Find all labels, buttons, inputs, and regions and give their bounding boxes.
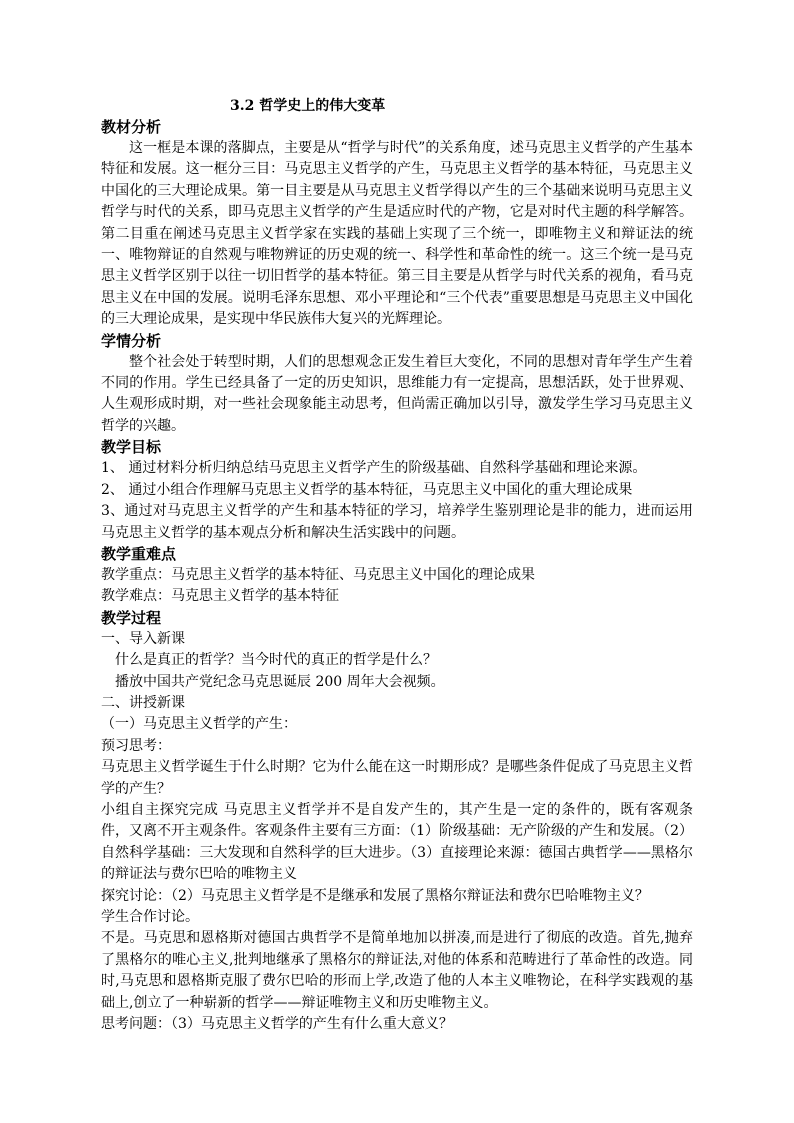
section-heading-textbook-analysis: 教材分析 [101, 118, 162, 136]
document-page [101, 96, 693, 1035]
preview-label: 预习思考： [101, 737, 171, 754]
student-analysis-paragraph: 整个社会处于转型时期，人们的思想观念正发生着巨大变化，不同的思想对青年学生产生着不同的作用。学生已经具备了一定的历史知识，思维能力有一定提高，思想活跃，处于世界观、人生观形成时期，对一些社会现象能主动思考，但尚需正确加以引导，激发学生学习马克思主义哲学的兴趣。 [101, 353, 693, 434]
section-heading-student-analysis: 学情分析 [101, 331, 162, 350]
subsection-1-heading: （一）马克思主义哲学的产生： [101, 716, 297, 733]
part-1-heading: 一、导入新课 [101, 630, 185, 647]
intro-question: 什么是真正的哲学？当今时代的真正的哲学是什么？ [115, 652, 437, 669]
section-heading-teaching-goals: 教学目标 [101, 438, 162, 457]
group-inquiry: 小组自主探究完成 马克思主义哲学并不是自发产生的，其产生是一定的条件的，既有客观条件，又离不开主观条件。客观条件主要有三方面：（1）阶级基础：无产阶级的产生和发展。（2）自然科学基础：三大发现和自然科学的巨大进步。（3）直接理论来源：德国古典哲学——黑格尔的辩证法与费尔巴哈的唯物主义 [101, 801, 693, 883]
goal-2: 2、 通过小组合作理解马克思主义哲学的基本特征，马克思主义中国化的重大理论成果 [101, 481, 633, 498]
preview-question: 马克思主义哲学诞生于什么时期？它为什么能在这一时期形成？是哪些条件促成了马克思主义哲学的产生？ [101, 759, 693, 797]
document-title: 3.2 哲学史上的伟大变革 [230, 98, 386, 114]
section-heading-teaching-process: 教学过程 [101, 608, 162, 627]
think-question: 思考问题：（3）马克思主义哲学的产生有什么重大意义？ [101, 1016, 453, 1033]
goal-1: 1、 通过材料分析归纳总结马克思主义哲学产生的阶级基础、自然科学基础和理论来源。 [101, 460, 647, 477]
section-heading-key-difficult-points: 教学重难点 [101, 544, 177, 563]
cooperative-discussion: 学生合作讨论。 [101, 909, 199, 925]
goal-3: 3、通过对马克思主义哲学的产生和基本特征的学习，培养学生鉴别理论是非的能力，进而运用马克思主义哲学的基本观点分析和解决生活实践中的问题。 [101, 503, 693, 541]
difficult-point: 教学难点：马克思主义哲学的基本特征 [101, 588, 339, 605]
key-point: 教学重点：马克思主义哲学的基本特征、马克思主义中国化的理论成果 [101, 566, 535, 583]
textbook-analysis-paragraph: 这一框是本课的落脚点，主要是从“哲学与时代”的关系角度，述马克思主义哲学的产生基本特征和发展。这一框分三目：马克思主义哲学的产生，马克思主义哲学的基本特征，马克思主义中国化的三大理论成果。第一目主要是从马克思主义哲学得以产生的三个基础来说明马克思主义哲学与时代的关系，即马克思主义哲学的产生是适应时代的产物，它是对时代主题的科学解答。第二目重在阐述马克思主义哲学家在实践的基础上实现了三个统一，即唯物主义和辩证法的统一、唯物辩证的自然观与唯物辨证的历史观的统一、科学性和革命性的统一。这三个统一是马克思主义哲学区别于以往一切旧哲学的基本特征。第三目主要是从哲学与时代关系的视角，看马克思主义在中国的发展。说明毛泽东思想、邓小平理论和“三个代表”重要思想是马克思主义中国化的三大理论成果，是实现中华民族伟大复兴的光辉理论。 [101, 140, 693, 328]
part-2-heading: 二、讲授新课 [101, 694, 185, 711]
explore-discussion: 探究讨论：（2）马克思主义哲学是不是继承和发展了黑格尔辩证法和费尔巴哈唯物主义？ [101, 887, 649, 904]
discussion-answer: 不是。马克思和恩格斯对德国古典哲学不是简单地加以拼凑,而是进行了彻底的改造。首先,抛弃了黑格尔的唯心主义,批判地继承了黑格尔的辩证法,对他的体系和范畴进行了革命性的改造。同时,马克思和恩格斯克服了费尔巴哈的形而上学,改造了他的人本主义唯物论，在科学实践观的基础上,创立了一种崭新的哲学——辩证唯物主义和历史唯物主义。 [101, 930, 693, 1011]
intro-video: 播放中国共产党纪念马克思诞辰 200 周年大会视频。 [115, 673, 445, 690]
